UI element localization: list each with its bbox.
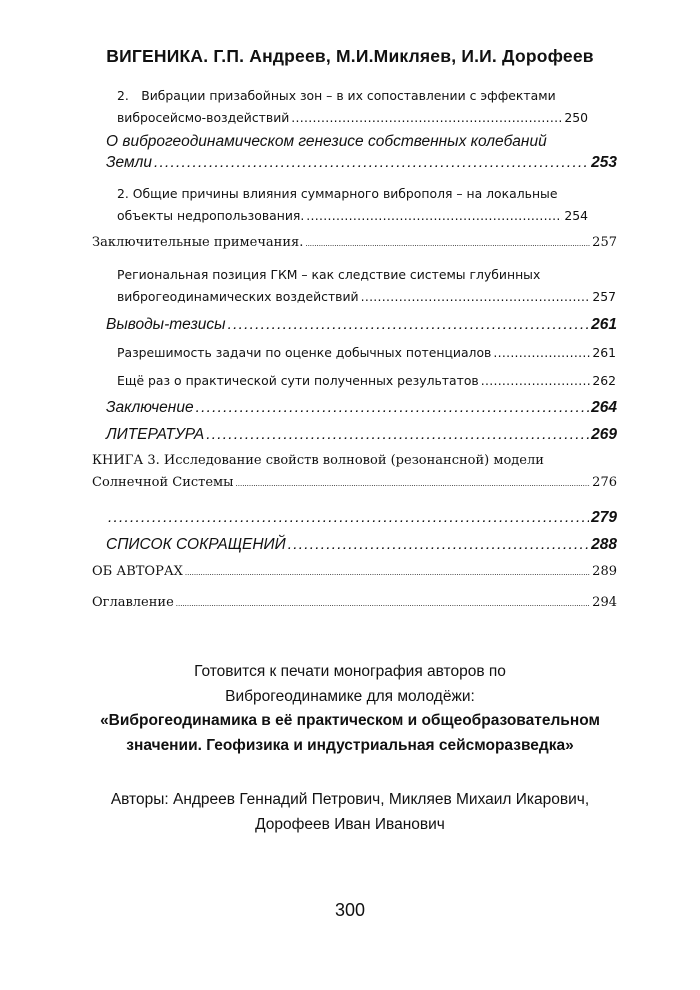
toc-entry[interactable] <box>106 426 617 444</box>
toc-entry-line1: 2. Вибрации призабойных зон – в их сопоставлении с эффектами <box>117 88 556 103</box>
toc-page-number: 276 <box>592 475 617 490</box>
toc-entry[interactable] <box>92 564 617 579</box>
toc-entry-text: ОБ АВТОРАХ <box>92 564 183 579</box>
authors-line: Дорофеев Иван Иванович <box>255 816 445 833</box>
toc-page-number: 289 <box>592 564 617 579</box>
announcement-line: Виброгеодинамике для молодёжи: <box>225 688 475 705</box>
announcement-line: Готовится к печати монография авторов по <box>194 663 506 680</box>
toc-leader <box>493 345 590 360</box>
toc-leader <box>196 399 590 417</box>
running-header: ВИГЕНИКА. Г.П. Андреев, М.И.Микляев, И.И. Дорофеев <box>106 46 594 66</box>
toc-entry[interactable] <box>92 453 617 490</box>
toc-entry[interactable] <box>106 399 617 417</box>
toc-entry-text: СПИСОК СОКРАЩЕНИЙ <box>106 536 286 553</box>
toc-entry[interactable] <box>117 88 588 125</box>
toc-leader <box>361 289 591 304</box>
toc-entry[interactable] <box>117 186 588 223</box>
toc-entry-text: Разрешимость задачи по оценке добычных потенциалов <box>117 345 492 360</box>
toc-leader <box>185 569 590 577</box>
toc-entry[interactable] <box>92 595 617 610</box>
toc-entry-text: Выводы-тезисы <box>106 316 226 333</box>
toc-leader <box>154 154 589 172</box>
toc-leader <box>236 480 591 488</box>
toc-entry[interactable] <box>106 316 617 334</box>
toc-page-number: 261 <box>592 345 616 360</box>
toc-leader <box>288 536 589 554</box>
monograph-title-line: «Виброгеодинамика в её практическом и общеобразовательном <box>100 712 600 729</box>
toc-entry[interactable] <box>117 345 616 360</box>
toc-page-number: 250 <box>564 110 588 125</box>
toc-leader <box>305 240 590 248</box>
toc-entry-line1: О виброгеодинамическом генезисе собственных колебаний <box>106 133 547 150</box>
toc-page-number: 264 <box>591 399 617 416</box>
toc-page-number: 262 <box>592 373 616 388</box>
toc-entry[interactable] <box>106 509 617 527</box>
toc-entry-text: вибросейсмо-воздействий <box>117 110 290 125</box>
toc-entry-line1: 2. Общие причины влияния суммарного виброполя – на локальные <box>117 186 558 201</box>
toc-leader <box>108 509 589 527</box>
toc-entry[interactable] <box>117 373 616 388</box>
toc-leader <box>291 110 562 125</box>
toc-entry[interactable] <box>117 267 616 304</box>
toc-leader <box>306 208 562 223</box>
toc-page-number: 254 <box>564 208 588 223</box>
toc-entry-line1: Региональная позиция ГКМ – как следствие системы глубинных <box>117 267 541 282</box>
toc-page-number: 261 <box>591 316 617 333</box>
toc-entry-text: Оглавление <box>92 595 174 610</box>
toc-page-number: 288 <box>591 536 617 553</box>
toc-page-number: 279 <box>591 509 617 526</box>
toc-leader <box>481 373 591 388</box>
toc-page-number: 269 <box>591 426 617 443</box>
monograph-title-line: значении. Геофизика и индустриальная сейсморазведка» <box>126 737 574 754</box>
toc-entry-text: Заключение <box>106 399 194 416</box>
toc-entry[interactable] <box>106 536 617 554</box>
toc-entry[interactable] <box>92 235 617 250</box>
toc-page-number: 257 <box>592 289 616 304</box>
toc-entry-line1: КНИГА 3. Исследование свойств волновой (резонансной) модели <box>92 453 544 468</box>
toc-leader <box>176 600 590 608</box>
page-number: 300 <box>334 900 366 920</box>
toc-page-number: 294 <box>592 595 617 610</box>
toc-entry[interactable] <box>106 133 617 172</box>
toc-entry-text: Солнечной Системы <box>92 475 234 490</box>
toc-entry-text: Земли <box>106 154 152 171</box>
toc-entry-text: ЛИТЕРАТУРА <box>106 426 205 443</box>
toc-entry-text: виброгеодинамических воздействий <box>117 289 359 304</box>
toc-entry-text: объекты недропользования. <box>117 208 305 223</box>
toc-entry-text: Заключительные примечания. <box>92 235 304 250</box>
toc-page-number: 253 <box>591 154 617 171</box>
toc-leader <box>206 426 589 444</box>
authors-line: Авторы: Андреев Геннадий Петрович, Микляев Михаил Икарович, <box>110 791 590 808</box>
toc-entry-text: Ещё раз о практической сути полученных результатов <box>117 373 479 388</box>
toc-leader <box>228 316 590 334</box>
toc-page-number: 257 <box>592 235 617 250</box>
